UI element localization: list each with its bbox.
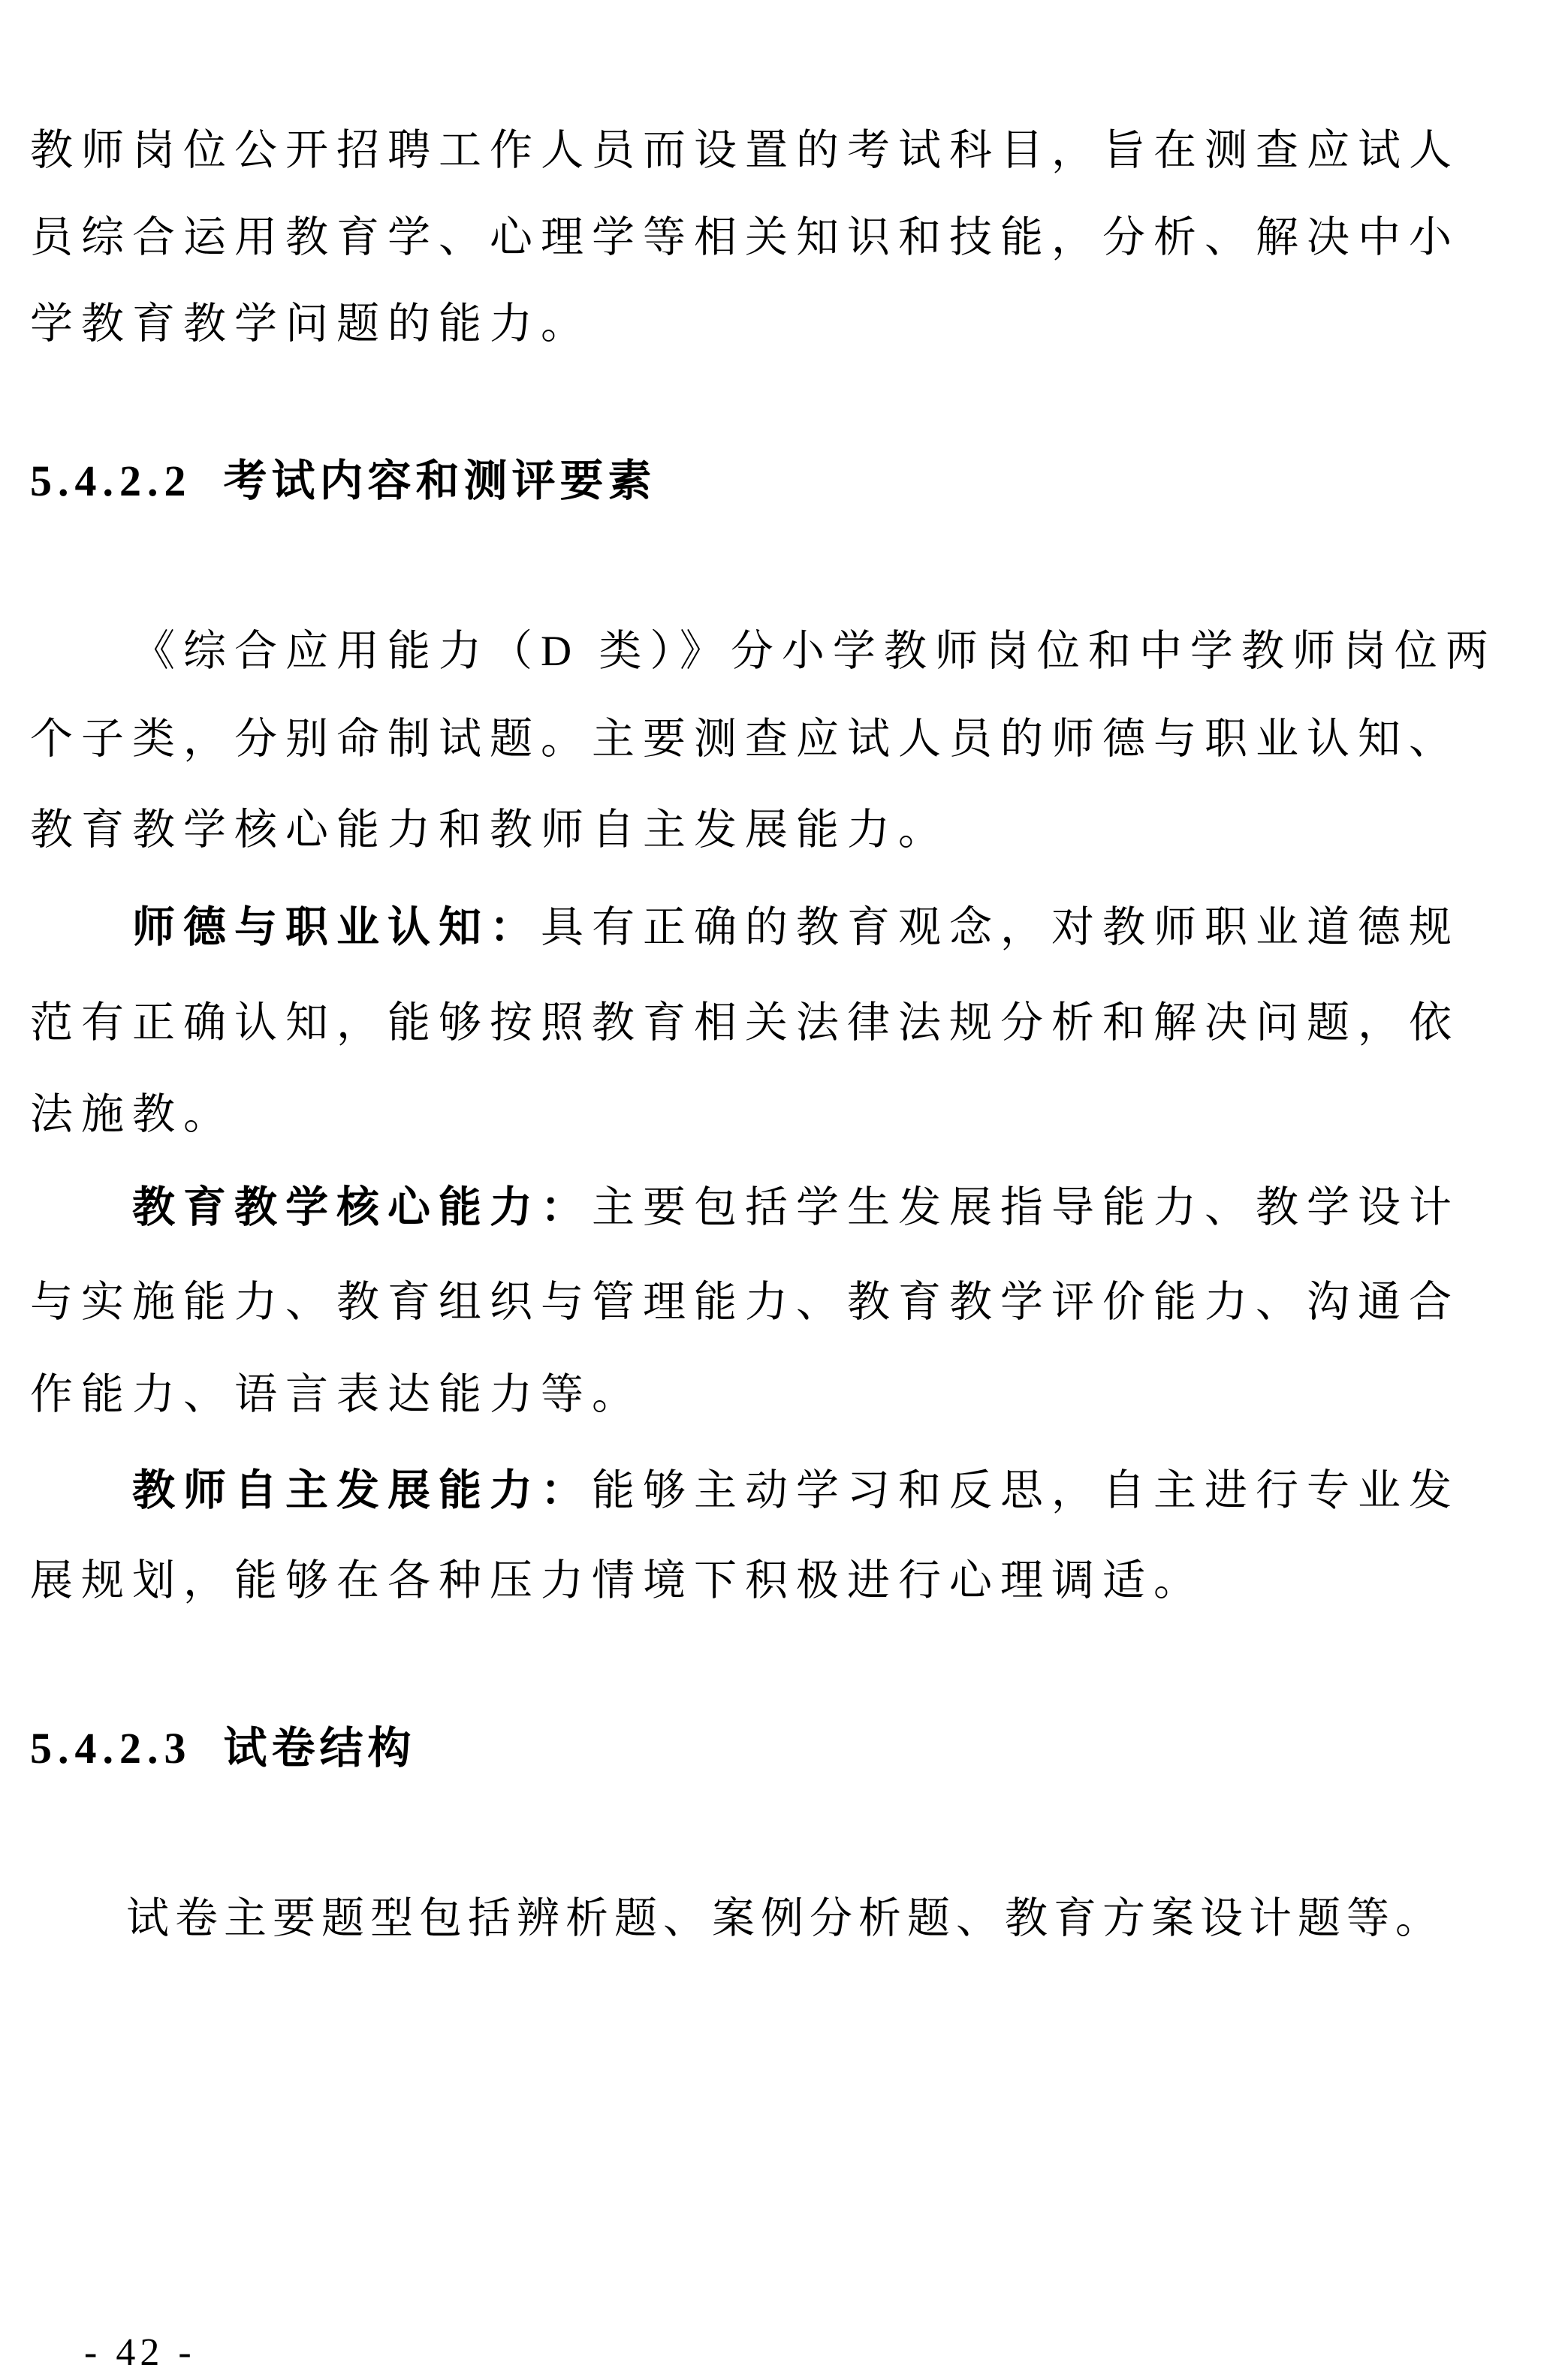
paragraph-line: 《综合应用能力（D 类）》分小学教师岗位和中学教师岗位两 <box>132 628 1497 675</box>
lead-rest: 能够主动学习和反思，自主进行专业发 <box>592 1467 1460 1514</box>
paragraph-line: 学教育教学问题的能力。 <box>30 300 592 348</box>
paragraph-line: 展规划，能够在各种压力情境下积极进行心理调适。 <box>30 1557 1205 1604</box>
heading-title: 考试内容和测评要素 <box>223 456 656 505</box>
section-heading <box>30 454 656 508</box>
heading-number: 5.4.2.2 <box>30 456 192 505</box>
lead-rest: 具有正确的教育观念，对教师职业道德规 <box>541 904 1460 951</box>
heading-number: 5.4.2.3 <box>30 1724 192 1773</box>
bold-lead: 教师自主发展能力： <box>132 1466 592 1514</box>
paragraph-line: 作能力、语言表达能力等。 <box>30 1371 643 1418</box>
page-number: - 42 - <box>84 2331 196 2374</box>
paragraph-line <box>132 1181 1460 1234</box>
paragraph-line: 教育教学核心能力和教师自主发展能力。 <box>30 806 949 854</box>
paragraph-line: 个子类，分别命制试题。主要测查应试人员的师德与职业认知、 <box>30 716 1460 763</box>
paragraph-line <box>132 901 1460 954</box>
paragraph-line: 法施教。 <box>30 1091 234 1138</box>
paragraph-line <box>132 1464 1460 1517</box>
paragraph-line: 与实施能力、教育组织与管理能力、教育教学评价能力、沟通合 <box>30 1279 1460 1326</box>
section-heading <box>30 1722 416 1776</box>
bold-lead: 教育教学核心能力： <box>132 1183 592 1231</box>
lead-rest: 主要包括学生发展指导能力、教学设计 <box>592 1184 1460 1231</box>
heading-title: 试卷结构 <box>223 1724 416 1773</box>
paragraph-line: 教师岗位公开招聘工作人员而设置的考试科目，旨在测查应试人 <box>30 127 1460 174</box>
bold-lead: 师德与职业认知： <box>132 903 541 951</box>
paragraph-line: 试卷主要题型包括辨析题、案例分析题、教育方案设计题等。 <box>126 1895 1444 1942</box>
paragraph-line: 员综合运用教育学、心理学等相关知识和技能，分析、解决中小 <box>30 214 1460 261</box>
paragraph-line: 范有正确认知，能够按照教育相关法律法规分析和解决问题，依 <box>30 999 1460 1047</box>
